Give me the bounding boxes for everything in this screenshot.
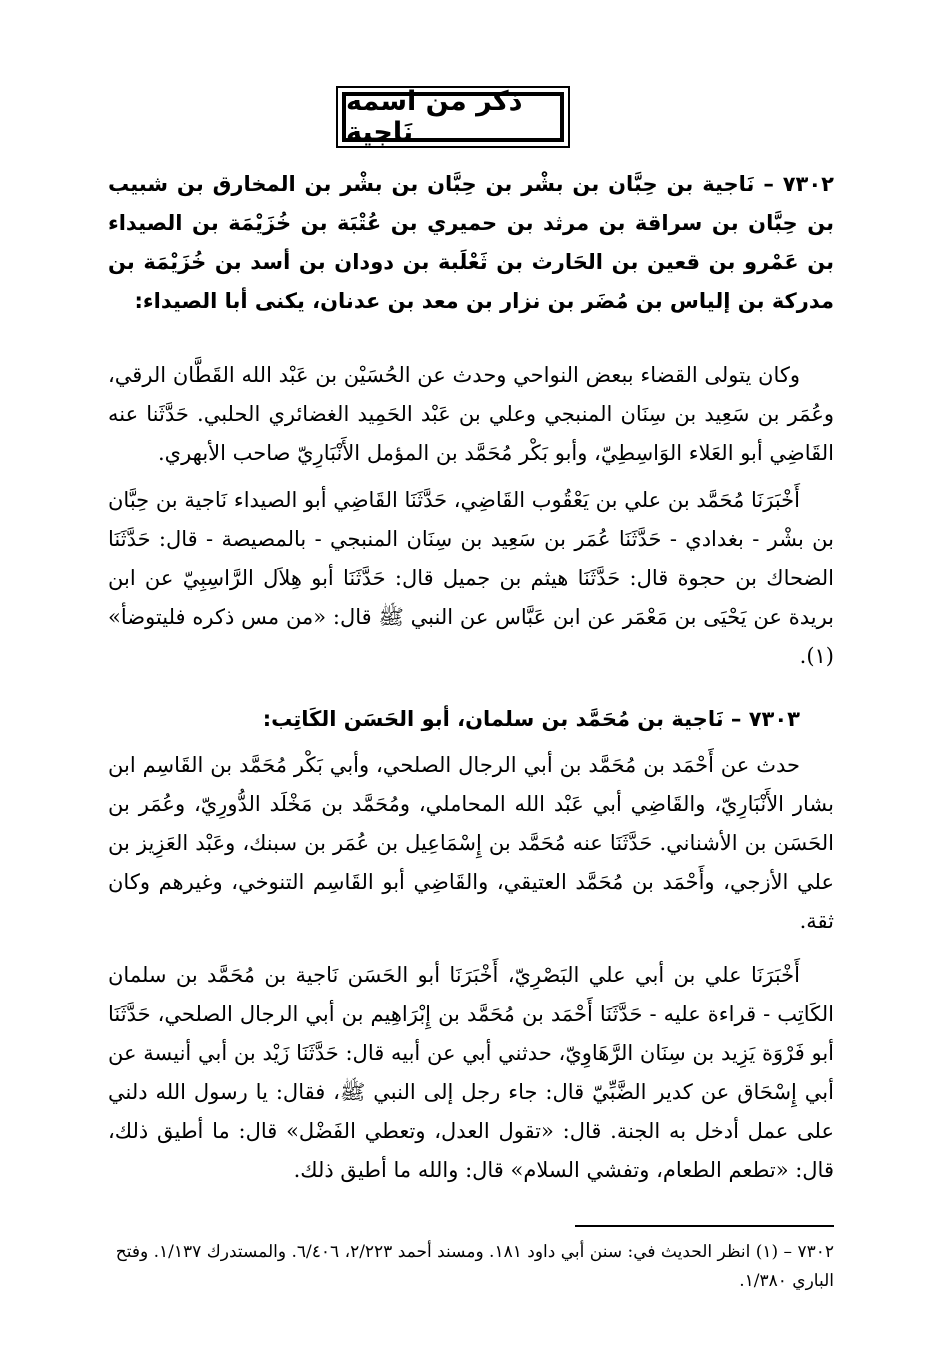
entry-7303-paragraph-1: حدث عن أَحْمَد بن مُحَمَّد بن أبي الرجال الصلحي، وأبي بَكْر مُحَمَّد بن القَاسِم ابن بشار الأَنْبَارِيّ، والقَاضِي أبي عَبْد الله المحاملي، ومُحَمَّد بن مَخْلَد الدُّورِيّ، وعُمَر بن الحَسَن بن الأشناني. حَدَّثَنَا عنه مُحَمَّد بن إِسْمَاعِيل بن عُمَر بن سبنك، وعَبْد العَزِيز بن علي الأزجي، وأَحْمَد بن مُحَمَّد العتيقي، والقَاضِي أبو القَاسِم التنوخي، وغيرهم وكان ثقة. bbox=[108, 753, 834, 933]
section-title: ذكر من اسمه نَاجية bbox=[342, 92, 564, 142]
section-title-frame bbox=[336, 86, 570, 148]
entry-7302-paragraph-1: وكان يتولى القضاء ببعض النواحي وحدث عن الحُسَيْن بن عَبْد الله القَطَّان الرقي، وعُمَر بن سَعِيد بن سِنَان المنبجي وعلي بن عَبْد الحَمِيد الغضائري الحلبي. حَدَّثَنا عنه القَاضِي أبو العَلاء الوَاسِطِيّ، وأبو بَكْر مُحَمَّد بن المؤمل الأَنْبَارِيّ صاحب الأبهري. bbox=[108, 363, 834, 465]
entry-7302-paragraph-2: أَخْبَرَنَا مُحَمَّد بن علي بن يَعْقُوب القَاضِي، حَدَّثَنَا القَاضِي أبو الصيداء نَاجية بن حِبَّان بن بشْر - بغدادي - حَدَّثَنَا عُمَر بن سَعِيد بن سِنَان المنبجي - بالمصيصة - قال: حَدَّثَنَا الضحاك بن حجوة قال: حَدَّثَنَا هيثم بن جميل قال: حَدَّثَنَا أبو هِلاَل الرَّاسِبِيّ عن ابن بريدة عن يَحْيَى بن مَعْمَر عن ابن عَبَّاس عن النبي ﷺ قال: «من مس ذكره فليتوضأ» (١). bbox=[108, 488, 834, 668]
entry-7303-heading: ٧٣٠٣ – نَاجية بن مُحَمَّد بن سلمان، أبو الحَسَن الكَاتِب: bbox=[262, 707, 800, 731]
entry-7302-heading: ٧٣٠٢ – نَاجية بن حِبَّان بن بشْر بن حِبَّان بن بشْر بن المخارق بن شبيب بن حِبَّان بن سراقة بن مرثد بن حميري بن عُتْبَة بن خُزَيْمَة بن الصيداء بن عَمْرو بن قعين بن الحَارث بن ثَعْلَبة بن دودان بن أسد بن خُزَيْمَة بن مدركة بن إلياس بن مُضَر بن نزار بن معد بن عدنان، يكنى أبا الصيداء: bbox=[108, 172, 834, 313]
footnote-separator bbox=[575, 1225, 834, 1227]
entry-7303-paragraph-2: أَخْبَرَنَا علي بن أبي علي البَصْرِيّ، أَخْبَرَنَا أبو الحَسَن نَاجية بن مُحَمَّد بن سلمان الكَاتِب - قراءة عليه - حَدَّثَنَا أَحْمَد بن مُحَمَّد بن إِبْرَاهِيم بن أبي الرجال الصلحي، حَدَّثَنَا أبو فَرْوَة يَزِيد بن سِنَان الرَّهَاوِيّ، حدثني أبي عن أبيه قال: حَدَّثَنَا زَيْد بن أبي أنيسة عن أبي إِسْحَاق عن كدير الضَّبِّيّ قال: جاء رجل إلى النبي ﷺ، فقال: يا رسول الله دلني على عمل أدخل به الجنة. قال: «تقول العدل، وتعطي الفَضْل» قال: ما أطيق ذلك، قال: «تطعم الطعام، وتفشي السلام» قال: والله ما أطيق ذلك. bbox=[108, 963, 834, 1182]
footnote: ٧٣٠٢ – (١) انظر الحديث في: سنن أبي داود ١٨١. ومسند أحمد ٢/٢٢٣، ٦/٤٠٦. والمستدرك ١/١٣٧. وفتح الباري ١/٣٨٠. bbox=[115, 1242, 834, 1291]
